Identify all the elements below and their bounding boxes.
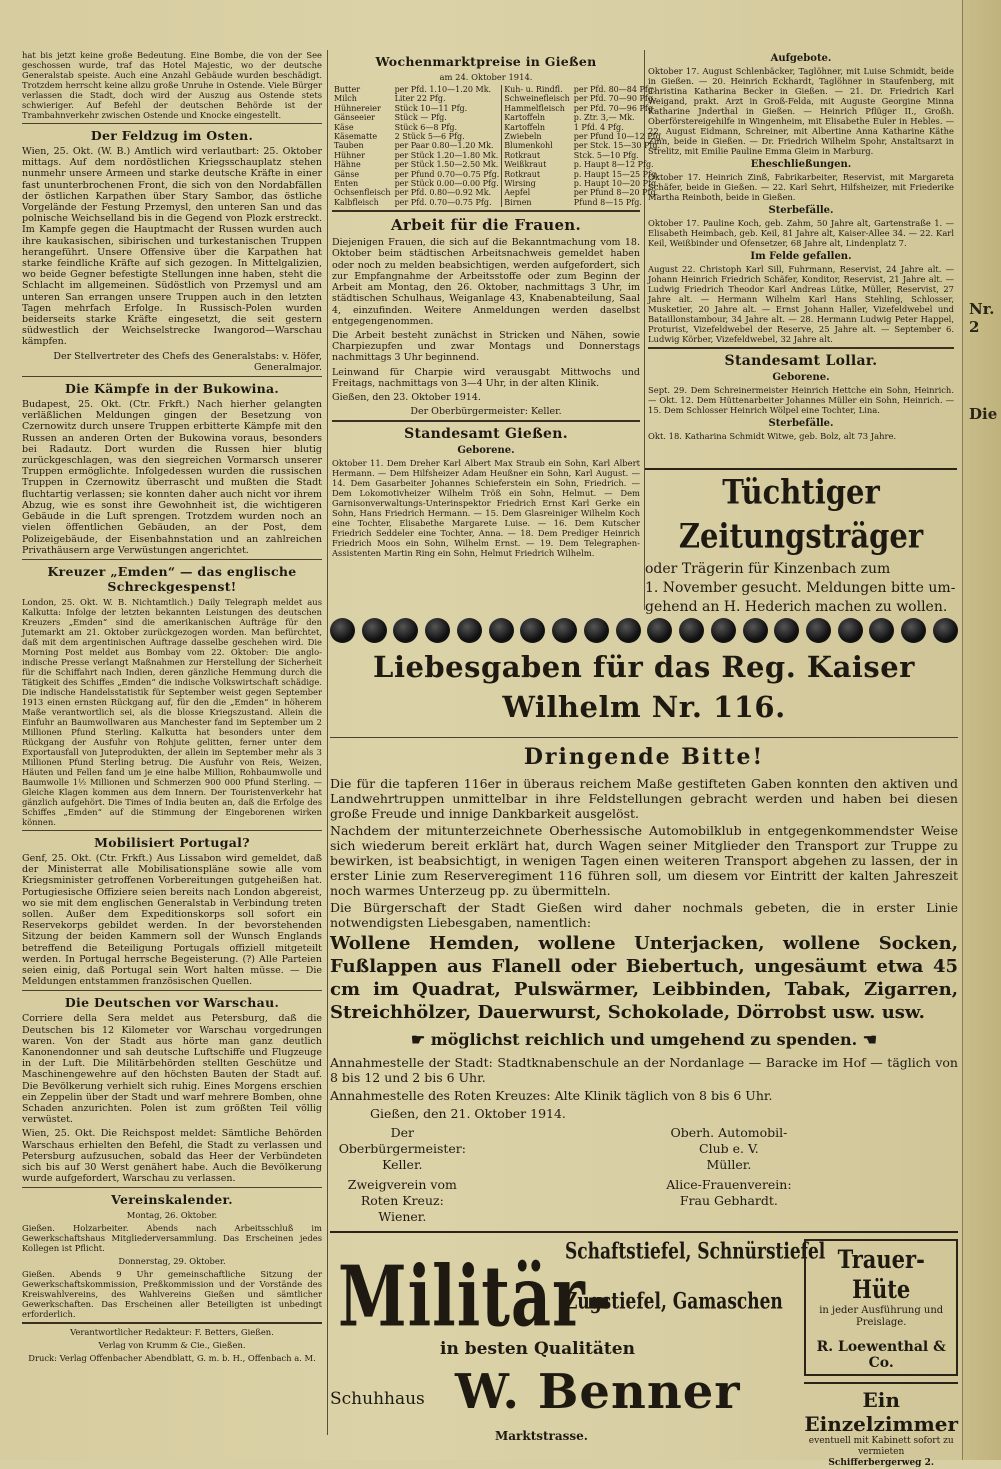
market-row <box>332 132 665 141</box>
kalender-date-1: Montag, 26. Oktober. <box>126 1210 218 1221</box>
imprint-editor: Verantwortlicher Redakteur: F. Betters, Gießen. <box>70 1327 274 1338</box>
gefallen-text: August 22. Christoph Karl Sill, Fuhrmann, Reservist, 24 Jahre alt. — Johann Heinrich Friedrich Schäfer, Konditor, Reservist, 21 Jahre alt. — Ludwig Friedrich Theodor Karl Andreas Lütke, Müller, Reservist, 27 Jahre alt. — Hermann Wilhelm Karl Hans Stehling, Schlosser, Musketier, 20 Jahre alt. — Ernst Johann Haller, Vizefeldwebel und Bataillonstambour, 34 Jahre alt. — 28. Hermann Ludwig Peter Happel, Proturist, Vizefeldwebel der Reserve, 25 Jahre alt. — September 6. Ludwig Körber, Vizefeldwebel, 32 Jahre alt. <box>648 264 954 344</box>
decorative-dot <box>806 618 831 643</box>
dringende-bitte-heading: Dringende Bitte! <box>523 744 765 770</box>
decorative-dot <box>489 618 514 643</box>
article-arbeit-date: Gießen, den 23. Oktober 1914. <box>332 391 481 403</box>
sig-frauenverein-title: Alice-Frauenverein: <box>666 1177 792 1192</box>
subheading-gefallen: Im Felde gefallen. <box>750 251 852 262</box>
market-row <box>332 160 665 169</box>
ad-benner <box>330 1239 826 1469</box>
market-item: Schweinefleisch <box>504 94 570 104</box>
ad-benner-line1: Schaftstiefel, Schnürstiefel <box>565 1239 826 1265</box>
market-row <box>332 104 665 113</box>
decorative-dot <box>616 618 641 643</box>
liebesgaben-items: Wollene Hemden, wollene Unterjacken, wollene Socken, Fußlappen aus Flanell oder Biebertuch, ungesäumt etwa 45 cm im Quadrat, Pulswärmer, Leibbinden, Tabak, Zigarren, Streichhölzer, Dauerwurst, Schokolade, Dörrobst usw. usw. <box>330 933 958 1023</box>
decorative-dot <box>901 618 926 643</box>
market-item: Hähne <box>334 160 361 170</box>
liebesgaben-para-3: Die Bürgerschaft der Stadt Gießen wird daher nochmals gebeten, die in erster Linie notwendigsten Liebesgaben, namentlich: <box>330 900 958 930</box>
market-price: p. Ztr. 3,— Mk. <box>573 113 635 123</box>
kalender-entry-1: Gießen. Holzarbeiter. Abends nach Arbeitsschluß im Gewerkschaftshaus Mitgliederversammlung. Das Erscheinen jedes Kollegen ist Pflicht. <box>22 1223 322 1254</box>
market-price: per Pfd. 70—96 Pfg. <box>573 103 656 113</box>
ad-trauer-huete <box>804 1239 958 1376</box>
market-price: per Pfd. 70—90 Pfg. <box>573 94 656 104</box>
headline-portugal: Mobilisiert Portugal? <box>94 834 250 850</box>
market-price: Pfund 8—15 Pfg. <box>573 197 642 207</box>
ad-zeitungstraeger <box>645 468 957 615</box>
ad-benner-name: W. Benner <box>455 1364 741 1420</box>
market-price: per Pfund 0.70—0.75 Pfg. <box>393 170 502 179</box>
lollar-births: Sept. 29. Dem Schreinermeister Heinrich Hettche ein Sohn, Heinrich. — Okt. 12. Dem Hüttenarbeiter Johannes Müller ein Sohn, Heinrich. — 15. Dem Schlosser Heinrich Wölpel eine Tochter, Lina. <box>648 385 954 415</box>
market-price: Stück 6—8 Pfg. <box>393 123 502 132</box>
article-feldzug: Wien, 25. Okt. (W. B.) Amtlich wird verlautbart: 25. Oktober mittags. Auf dem nordöstlichen Kriegsschauplatz stehen nunmehr unsere Armeen und starke deutsche Kräfte in einer fast ununterbrochenen Front, die sich von den Nordabfällen der östlichen Karpathen über Stary Sambor, das östliche Vorgelände der Festung Przemysl, den unteren San und das polnische Weichselland bis in die Gegend von Plozk erstreckt. Im Kampfe gegen die Hauptmacht der Russen wurden auch ihre kaukasischen, sibirischen und turkestanischen Truppen herangeführt. Unsere Offensive über die Karpathen hat starke feindliche Kräfte auf sich gezogen. In Mittelgalizien, wo beide Gegner befestigte Stellungen inne haben, steht die Schlacht im allgemeinen. Südöstlich von Przemysl und am unteren San errangen unsere Truppen auch in den letzten Tagen mehrfach Erfolge. In Russisch-Polen wurden beiderseits starke Kräfte eingesetzt, die seit gestern südwestlich der Weichselstrecke Iwangorod—Warschau kämpfen. <box>22 146 322 348</box>
imprint-publisher: Verlag von Krumm & Cie., Gießen. <box>98 1340 246 1351</box>
subheading-aufgebote: Aufgebote. <box>770 53 832 64</box>
adjacent-page-edge <box>962 0 1001 1460</box>
sig-automobilclub-title: Oberh. Automobil-Club e. V. <box>670 1125 788 1156</box>
sterbefaelle-text: Oktober 17. Pauline Koch, geb. Zahm, 50 Jahre alt, Gartenstraße 1. — Elisabeth Heimbach, geb. Keil, 81 Jahre alt, Kaiser-Allee 34. — 22. Karl Keil, Weißbinder und Ofensetzer, 68 Jahre alt, Lindenplatz 7. <box>648 218 954 248</box>
eheschliessungen-text: Oktober 17. Heinrich Zinß, Fabrikarbeiter, Reservist, mit Margareta Schäfer, beide in Gießen. — 22. Karl Sehrt, Hilfsheizer, mit Friederike Martha Reinboth, beide in Gießen. <box>648 172 954 202</box>
market-row <box>332 188 665 197</box>
decorative-dot <box>520 618 545 643</box>
signature-generalstab: Der Stellvertreter des Chefs des Generalstabs: v. Höfer, Generalmajor. <box>53 350 322 373</box>
decorative-dot <box>425 618 450 643</box>
edge-text-a: Nr. 2 <box>969 300 995 336</box>
market-price: per Pfund 10—12 Pfg. <box>573 132 664 142</box>
headline-wochenmarkt: Wochenmarktpreise in Gießen <box>375 54 597 69</box>
market-item: Rotkraut <box>504 150 541 160</box>
market-date: am 24. Oktober 1914. <box>439 72 533 82</box>
ad-zimmer-address: Schifferbergerweg 2. <box>828 1458 935 1468</box>
market-item: Kartoffeln <box>504 122 546 132</box>
market-item: Wirsing <box>504 179 536 189</box>
market-price: per Stück 1.20—1.80 Mk. <box>393 151 502 160</box>
market-price: per Pfund 8—20 Pfg. <box>573 188 659 198</box>
left-column <box>22 50 322 1435</box>
market-price: Liter 22 Pfg. <box>393 94 502 103</box>
market-price: per Pfd. 1.10—1.20 Mk. <box>393 85 502 94</box>
market-item: Blumenkohl <box>504 141 553 151</box>
article-arbeit-sig: Der Oberbürgermeister: Keller. <box>410 406 562 418</box>
subheading-eheschliessungen: Eheschließungen. <box>750 159 852 170</box>
kalender-date-2: Donnerstag, 29. Oktober. <box>118 1256 226 1267</box>
ad-trauer-firm: R. Loewenthal & Co. <box>816 1339 946 1371</box>
headline-bukowina: Die Kämpfe in der Bukowina. <box>64 381 280 397</box>
market-price: per Pfd. 0.70—0.75 Pfg. <box>393 198 502 207</box>
ad-benner-militaer: Militär- <box>338 1247 613 1346</box>
ad-zimmer-text: eventuell mit Kabinett sofort zu vermieten <box>808 1436 954 1457</box>
market-row <box>332 113 665 122</box>
market-item: Weißkraut <box>504 160 547 170</box>
intro-text: hat bis jetzt keine große Bedeutung. Eine Bombe, die von der See geschossen wurde, traf das Hotel Majestic, wo der deutsche Generalstab speiste. Auch eine Anzahl Gebäude wurden beschädigt. Trotzdem herrscht keine allzu große Unruhe in Ostende. Viele Bürger verlassen die Stadt, doch wird der Auszug aus Ostende stets schwieriger. Auf Befehl der deutschen Behörde ist der Trambahnverkehr zwischen Ostende und Knocke eingestellt. <box>22 50 322 120</box>
edge-text-b: Die <box>969 405 998 423</box>
market-item: Gänseeier <box>334 113 376 123</box>
imprint-printer: Druck: Verlag Offenbacher Abendblatt, G. m. b. H., Offenbach a. M. <box>28 1353 316 1364</box>
market-item: Hühnereier <box>334 103 381 113</box>
market-item: Kuh- u. Rindfl. <box>504 85 563 94</box>
article-portugal: Genf, 25. Okt. (Ctr. Frkft.) Aus Lissabon wird gemeldet, daß der Ministerrat alle Mobilisationspläne sowie alle vom Kriegsminister getroffenen Vorbereitungen gutgeheißen hat. Portugiesische Offiziere seien bereits nach London abgereist, wo sie mit dem englischen Generalstab in Verbindung treten sollen. Außer dem Expeditionskorps soll sofort ein Reservekorps gebildet werden. In der bevorstehenden Sitzung der beiden Kammern soll der Wunsch Englands betreffend die Beteiligung Portugals offiziell mitgeteilt werden. In Portugal herrsche Begeisterung. (?) Alle Parteien seien einig, daß Portugal sein Wort halten müsse. — Die Meldungen entstammen französischen Quellen. <box>22 852 322 988</box>
ad-zeitungstraeger-line1: oder Trägerin für Kinzenbach zum <box>645 561 891 577</box>
sig-frauenverein-name: Frau Gebhardt. <box>679 1193 778 1208</box>
decorative-dot <box>679 618 704 643</box>
decorative-dot <box>457 618 482 643</box>
market-price: p. Haupt 15—25 Pfg. <box>573 169 659 179</box>
decorative-dot <box>774 618 799 643</box>
signatures-row-1 <box>330 1125 958 1173</box>
liebesgaben-section <box>330 612 959 1468</box>
liebesgaben-date: Gießen, den 21. Oktober 1914. <box>370 1106 566 1121</box>
market-item: Käse <box>334 122 354 132</box>
market-item: Rotkraut <box>504 169 541 179</box>
sig-rotes-kreuz-name: Wiener. <box>378 1209 427 1224</box>
subheading-geborene: Geborene. <box>457 445 515 457</box>
market-item: Hühner <box>334 150 365 160</box>
market-item: Birnen <box>504 197 532 207</box>
decorative-dot <box>330 618 355 643</box>
liebesgaben-para-2: Nachdem der mitunterzeichnete Oberhessische Automobilklub in entgegenkommendster Weise sich wiederum bereit erklärt hat, durch Wagen seiner Mitglieder den Transport zur Truppe zu bewirken, ist beabsichtigt, in wenigen Tagen einen weiteren Transport abgehen zu lassen, der in erster Linie zum Reserveregiment 116 führen soll, um diesem vor Eintritt der kalten Jahreszeit noch warmes Unterzeug pp. zu übermitteln. <box>330 823 958 898</box>
market-item: Enten <box>334 179 359 189</box>
market-price: per Pfd. 80—84 Pfg. <box>573 85 656 94</box>
headline-standesamt-giessen: Standesamt Gießen. <box>404 426 568 443</box>
ad-zeitungstraeger-line2: 1. November gesucht. Meldungen bitte um- <box>645 580 956 596</box>
decorative-dot <box>552 618 577 643</box>
article-arbeit-2: Die Arbeit besteht zunächst in Stricken und Nähen, sowie Charpiezupfen und zwar Montags und Donnerstags nachmittags 3 Uhr beginnend. <box>332 329 640 364</box>
market-price: per Stück 0.00—0.00 Pfg. <box>393 179 502 188</box>
market-price: 1 Pfd. 4 Pfg. <box>573 122 624 132</box>
subheading-lollar-geborene: Geborene. <box>772 372 830 383</box>
market-row <box>332 85 665 94</box>
subheading-sterbefaelle: Sterbefälle. <box>768 205 834 216</box>
decorative-dot <box>362 618 387 643</box>
market-price: p. Haupt 10—20 Pfg. <box>573 179 659 189</box>
market-price: Stck. 5—10 Pfg. <box>573 150 639 160</box>
market-row <box>332 198 665 207</box>
decorative-dot <box>838 618 863 643</box>
ad-zimmer-title: Ein Einzelzimmer <box>804 1388 959 1436</box>
decorative-dot-border <box>330 618 958 643</box>
market-row <box>332 141 665 150</box>
headline-emden: Kreuzer „Emden“ — das englische Schreckgespenst! <box>47 563 297 594</box>
market-item: Butter <box>334 85 361 94</box>
market-item: Käsematte <box>334 132 378 142</box>
headline-arbeit-frauen: Arbeit für die Frauen. <box>390 216 582 235</box>
market-price: Stück — Pfg. <box>393 113 502 122</box>
market-price-table <box>332 85 665 207</box>
ad-einzelzimmer <box>804 1382 958 1469</box>
sig-automobilclub-name: Müller. <box>706 1157 752 1172</box>
headline-standesamt-lollar: Standesamt Lollar. <box>724 353 878 369</box>
decorative-dot <box>584 618 609 643</box>
decorative-dot <box>933 618 958 643</box>
market-price: per Pfd. 0.80—0.92 Mk. <box>393 188 502 197</box>
aufgebote-text: Oktober 17. August Schlenbäcker, Taglöhner, mit Luise Schmidt, beide in Gießen. — 20. Heinrich Eckhardt, Taglöhner in Staufenberg, mit Christina Katharina Becker in Gießen. — 21. Dr. Friedrich Karl Weigand, prakt. Arzt in Groß-Felda, mit Auguste Georgine Minna Katharine Jnderthal in Gießen. — Heinrich Pflüger II., Großh. Oberförstereigehilfe in Wingenheim, mit Elisabethe Euler in Hebles. — 22. August Eidmann, Schreiner, mit Albertine Anna Katharine Käthe Zinn, beide in Gießen. — Dr. Friedrich Wilhelm Spohr, Anstaltsarzt in Strelitz, mit Emilie Pauline Emma Gleim in Marburg. <box>648 66 954 156</box>
market-item: Ochsenfleisch <box>334 188 391 198</box>
decorative-dot <box>647 618 672 643</box>
sig-oberbuergermeister-name: Keller. <box>382 1157 423 1172</box>
subheading-lollar-sterbefaelle: Sterbefälle. <box>768 418 834 429</box>
market-item: Milch <box>334 94 357 104</box>
liebesgaben-title: Liebesgaben für das Reg. Kaiser Wilhelm Nr. 116. <box>373 650 915 724</box>
annahmestelle-rotes-kreuz: Annahmestelle des Roten Kreuzes: Alte Klinik täglich von 8 bis 6 Uhr. <box>330 1088 773 1103</box>
market-price: 2 Stück 5—6 Pfg. <box>393 132 502 141</box>
market-item: Zwiebeln <box>504 132 542 142</box>
market-price: per Stück 1.50—2.50 Mk. <box>393 160 502 169</box>
market-item: Gänse <box>334 169 360 179</box>
lollar-deaths: Okt. 18. Katharina Schmidt Witwe, geb. Bolz, alt 73 Jahre. <box>648 431 897 441</box>
article-warschau: Corriere della Sera meldet aus Petersburg, daß die Deutschen bis 12 Kilometer vor Warschau vorgedrungen waren. Von der Stadt aus hörte man ganz deutlich Kanonendonner und sah deutsche Luftschiffe und Flugzeuge in der Luft. Die Militärbehörden stellten Geschütze und Maschinengewehre auf den höchsten Bauten der Stadt auf. Die Bevölkerung verhielt sich ruhig. Eines Morgens erschien ein Zeppelin über der Stadt und warf mehrere Bomben, ohne Schaden anzurichten. Polen ist zum größten Teil völlig verwüstet. <box>22 1013 322 1126</box>
liebesgaben-para-1: Die für die tapferen 116er in überaus reichem Maße gestifteten Gaben konnten den aktiven und Landwehrtruppen unmittelbar in ihre Feldstellungen gebracht werden und haben bei diesen große Freude und innige Dankbarkeit ausgelöst. <box>330 776 958 821</box>
market-item: Hammelfleisch <box>504 103 565 113</box>
market-row <box>332 170 665 179</box>
article-arbeit-1: Diejenigen Frauen, die sich auf die Bekanntmachung vom 18. Oktober beim städtischen Arbeitsnachweis gemeldet haben oder noch zu melden beabsichtigen, werden aufgefordert, sich zur Empfangnahme der Arbeitsstoffe oder zum Beginn der Arbeit am Montag, den 26. Oktober, nachmittags 3 Uhr, im städtischen Schulhaus, Weiganlage 43, Knabenabteilung, Saal 4, einzufinden. Weitere Anmeldungen werden daselbst entgegengenommen. <box>332 237 640 327</box>
sig-oberbuergermeister-title: Der Oberbürgermeister: <box>338 1125 466 1156</box>
market-item: Aepfel <box>504 188 531 198</box>
market-row <box>332 151 665 160</box>
middle-column <box>332 50 664 610</box>
market-price: p. Haupt 8—12 Pfg. <box>573 160 654 170</box>
spenden-call: ☛ möglichst reichlich und umgehend zu spenden. ☚ <box>410 1030 878 1049</box>
headline-feldzug: Der Feldzug im Osten. <box>90 128 254 143</box>
market-item: Tauben <box>334 141 364 151</box>
article-bukowina: Budapest, 25. Okt. (Ctr. Frkft.) Nach hierher gelangten verläßlichen Meldungen gingen der Besetzung von Czernowitz durch unsere Truppen erbitterte Kämpfe mit den Russen an anderen Orten der Bukowina voraus, besonders bei Radautz. Dort wurden die Russen hier blutig zurückgeschlagen, was den siegreichen Vormarsch unserer Truppen ermöglichte. Infolgedessen wurden die russischen Truppen in Czernowitz überrascht und mußten die Stadt fluchtartig verlassen; sie konnten daher auch nicht vor ihrem Abzug, wie es sonst ihre Gewohnheit ist, die wichtigeren Gebäude in die Luft sprengen. Trotzdem wurden noch an vielen öffentlichen Gebäuden, an der Post, dem Polizeigebäude, der Eisenbahnstation und an zahlreichen Privathäusern arge Verwüstungen angerichtet. <box>22 399 322 556</box>
article-emden: London, 25. Okt. W. B. Nichtamtlich.) Daily Telegraph meldet aus Kalkutta: Infolge der letzten bekannten Leistungen des deutschen Kreuzers „Emden“ sind die amerikanischen Aufträge für den Jutemarkt am 21. Oktober zurückgezogen worden. Man befürchtet, daß mit dem argentinischen Auftrage dasselbe geschehen wird. Die Morning Post meldet aus Bombay vom 22. Oktober: Die anglo-indische Presse verlangt Maßnahmen zur Herstellung der Sicherheit für die Schiffahrt nach Indien, deren gänzliche Hemmung durch die Tätigkeit des Schiffes „Emden“ die indische Volkswirtschaft schädige. Die indische Handelsstatistik für September weist gegen September 1913 einen ernsten Rückgang auf, für den die „Emden“ in höherem Maße verantwortlich sei, als die blosse Kriegszustand. Allein die Einfuhr an Baumwollwaren aus Manchester fand im September um 2 Millionen Pfund Sterling. Kalkutta hat besonders unter dem Rückgang der Ausfuhr von Rohjute gelitten, ferner unter dem Exportausfall von Juteprodukten, der allein im September mehr als 3 Millionen Pfund Sterling betrug. Die Ausfuhr von Reis, Weizen, Häuten und Fellen fand um je eine halbe Million, Rohbaumwolle und Baumwolle 1½ Millionen und Schmerzen 900 000 Pfund Sterling. — Gleiche Klagen kommen aus dem Innern. Der Touristenverkehr hat gänzlich aufgehört. Die Times of India beuten an, daß die Erfolge des Schiffes „Emden“ auf die Stimmung der Eingeborenen wirken können. <box>22 596 322 827</box>
ad-benner-shop: Schuhhaus <box>330 1389 425 1409</box>
ad-zeitungstraeger-title: Tüchtiger Zeitungsträger <box>678 472 924 556</box>
decorative-dot <box>743 618 768 643</box>
births-giessen: Oktober 11. Dem Dreher Karl Albert Max Straub ein Sohn, Karl Albert Hermann. — Dem Hilfsheizer Adam Heußner ein Sohn, Karl August. — 14. Dem Gasarbeiter Johannes Schieferstein ein Sohn, Friedrich. — Dem Lokomotivheizer Wilhelm Tröß ein Sohn, Helmut. — Dem Garnisonverwaltungs-Unterinspektor Friedrich Ernst Karl Gerke ein Sohn, Hans Friedrich Hermann. — 15. Dem Glasreiniger Wilhelm Koch eine Tochter, Elisabethe Margarete Luise. — 16. Dem Kutscher Friedrich Seddeler eine Tochter, Anna. — 18. Dem Prediger Heinrich Friedrich Moos ein Sohn, Wilhelm Ernst. — 19. Dem Telegraphen-Assistenten Martin Ring ein Sohn, Helmut Friedrich Wilhelm. <box>332 458 640 559</box>
signatures-row-2 <box>330 1177 958 1225</box>
annahmestelle-stadt: Annahmestelle der Stadt: Stadtknabenschule an der Nordanlage — Baracke im Hof — täglich von 8 bis 12 und 2 bis 6 Uhr. <box>330 1055 958 1085</box>
market-price: per Stck. 15—30 Pfg. <box>573 141 661 151</box>
market-row <box>332 94 665 103</box>
headline-warschau: Die Deutschen vor Warschau. <box>64 995 280 1011</box>
ad-zeitungstraeger-line3: gehend an H. Hederich machen zu wollen. <box>645 599 948 615</box>
decorative-dot <box>869 618 894 643</box>
ad-trauer-title: Trauer-Hüte <box>837 1244 925 1304</box>
market-row <box>332 123 665 132</box>
ad-benner-line3: in besten Qualitäten <box>440 1339 635 1359</box>
market-item: Kalbfleisch <box>334 197 379 207</box>
market-price: Stück 10—11 Pfg. <box>393 104 502 113</box>
advertisements-row <box>330 1231 958 1469</box>
market-row <box>332 179 665 188</box>
market-price: per Paar 0.80—1.20 Mk. <box>393 141 502 150</box>
article-arbeit-3: Leinwand für Charpie wird verausgabt Mittwochs und Freitags, nachmittags von 3—4 Uhr, in der alten Klinik. <box>332 366 640 389</box>
right-ads <box>804 1239 958 1469</box>
headline-vereinskalender: Vereinskalender. <box>111 1192 233 1208</box>
market-item: Kartoffeln <box>504 113 546 123</box>
ad-trauer-text: in jeder Ausführung und Preislage. <box>819 1305 944 1328</box>
decorative-dot <box>711 618 736 643</box>
ad-benner-street: Marktstrasse. <box>495 1429 588 1443</box>
article-warschau-2: Wien, 25. Okt. Die Reichspost meldet: Sämtliche Behörden Warschaus erhielten den Befehl, die Stadt zu verlassen und Petersburg aufzusuchen, sobald das Heer der Verbündeten sich bis auf 30 Werst genähert habe. Auch die Bevölkerung wurde aufgefordert, Warschau zu verlassen. <box>22 1128 322 1185</box>
decorative-dot <box>393 618 418 643</box>
kalender-entry-2: Gießen. Abends 9 Uhr gemeinschaftliche Sitzung der Gewerkschaftskommission, Preßkommission und der Vorstände des Kreiswahlvereins, des Wahlvereins Gießen und sämtlicher Gewerkschaften. Das Erscheinen aller Beteiligten ist unbedingt erforderlich. <box>22 1269 322 1320</box>
sig-rotes-kreuz-title: Zweigverein vom Roten Kreuz: <box>347 1177 457 1208</box>
ad-benner-line2: Zugstiefel, Gamaschen <box>565 1289 783 1315</box>
